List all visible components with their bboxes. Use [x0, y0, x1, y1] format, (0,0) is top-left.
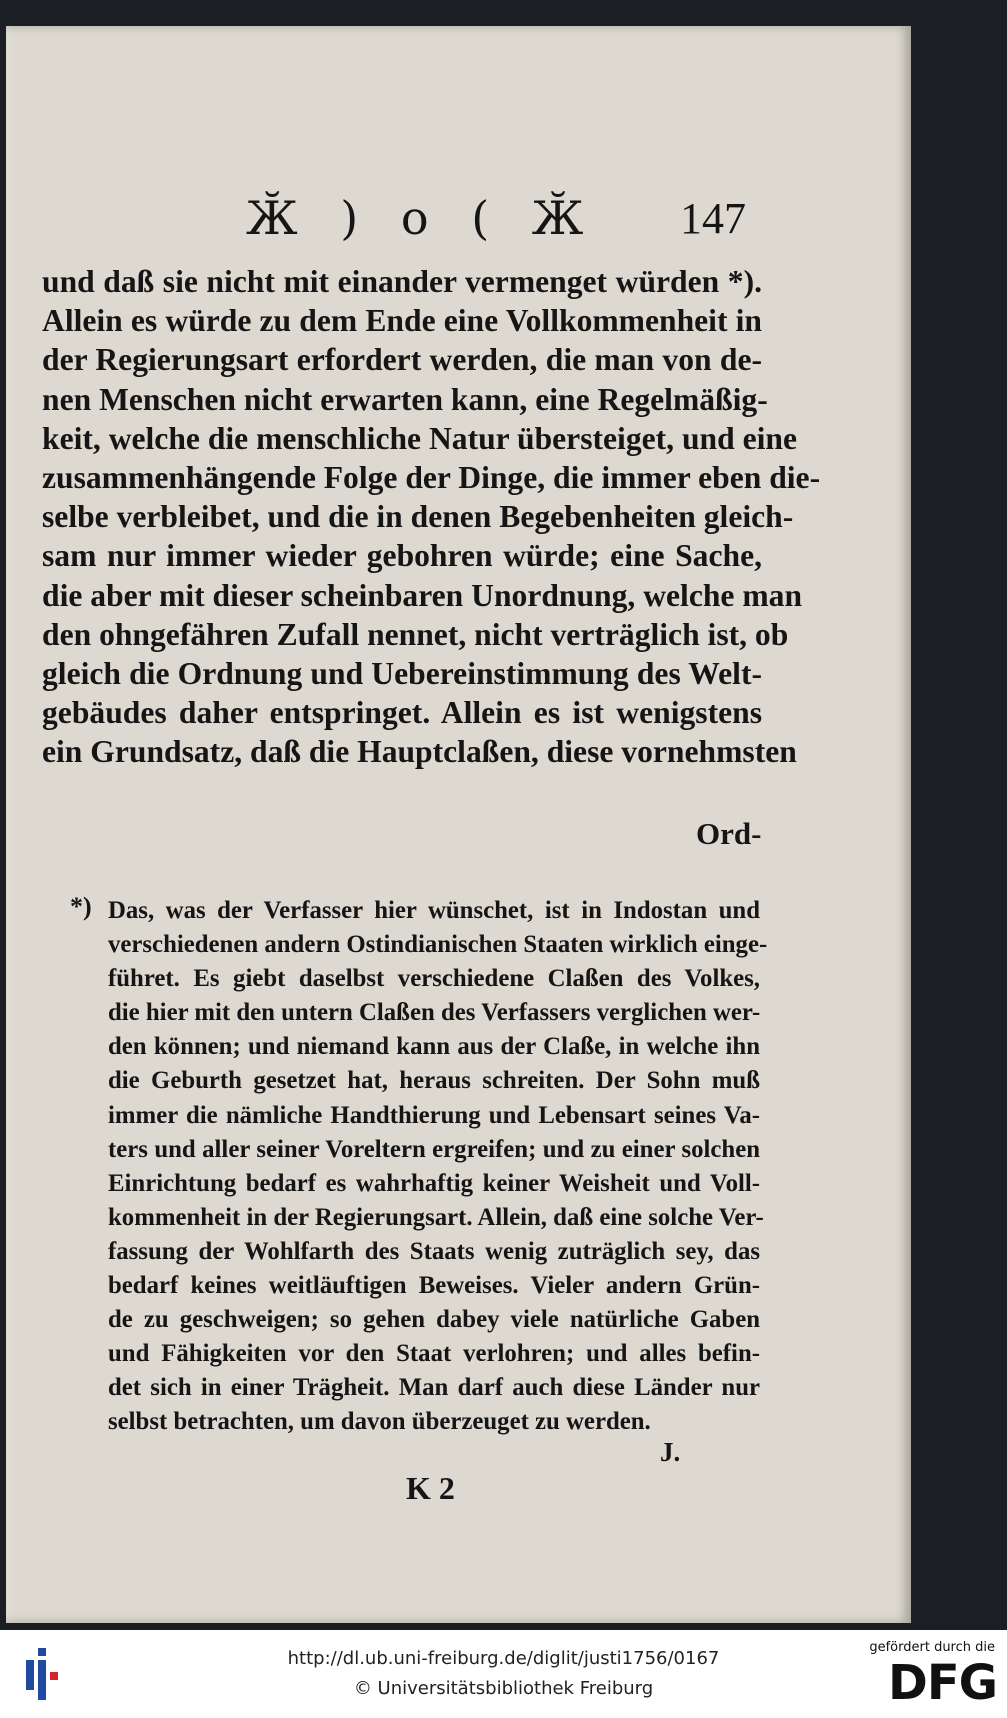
- body-line: sam nur immer wieder gebohren würde; eine Sache,: [42, 538, 762, 574]
- footnote-marker: *): [70, 892, 92, 921]
- footnote-line: die hier mit den untern Claßen des Verfassers verglichen wer-: [108, 999, 761, 1027]
- body-line: die aber mit dieser scheinbaren Unordnung, welche man: [42, 577, 803, 613]
- catchword: Ord-: [696, 816, 762, 851]
- footnote-line: ters und aller seiner Voreltern ergreifen; und zu einer solchen: [108, 1135, 760, 1163]
- footnote-line: de zu geschweigen; so gehen dabey viele natürliche Gaben: [108, 1306, 760, 1334]
- body-line: gebäudes daher entspringet. Allein es ist wenigstens: [42, 695, 762, 731]
- signature-mark: K 2: [406, 1470, 455, 1506]
- body-text: [42, 262, 821, 771]
- footnote-line: den können; und niemand kann aus der Claße, in welche ihn: [108, 1033, 760, 1061]
- footnote-line: Einrichtung bedarf es wahrhaftig keiner Weisheit und Voll-: [108, 1169, 760, 1197]
- footnote-line: selbst betrachten, um davon überzeuget zu werden.: [108, 1408, 651, 1436]
- body-line: und daß sie nicht mit einander vermenget würden *).: [42, 264, 762, 299]
- body-line: den ohngefähren Zufall nennet, nicht verträglich ist, ob: [42, 616, 789, 652]
- footnote-line: bedarf keines weitläuftigen Beweises. Vieler andern Grün-: [108, 1272, 760, 1300]
- body-line: gleich die Ordnung und Uebereinstimmung des Welt-: [42, 655, 762, 691]
- body-line: ein Grundsatz, daß die Hauptclaßen, diese vornehmsten: [42, 734, 797, 770]
- dfg-logo: DFG: [887, 1655, 997, 1711]
- dfg-caption: gefördert durch die: [869, 1640, 995, 1655]
- body-line: nen Menschen nicht erwarten kann, eine Regelmäßig-: [42, 381, 768, 417]
- body-line: Allein es würde zu dem Ende eine Vollkommenheit in: [42, 303, 762, 339]
- footnote-line: det sich in einer Trägheit. Man darf auch diese Länder nur: [108, 1374, 760, 1402]
- footnote-line: und Fähigkeiten vor den Staat verlohren; und alles befin-: [108, 1340, 760, 1368]
- footnote-line: kommenheit in der Regierungsart. Allein, daß eine solche Ver-: [108, 1203, 764, 1231]
- footnote-line: führet. Es giebt daselbst verschiedene Claßen des Volkes,: [108, 965, 760, 993]
- footnote-signature: J.: [660, 1437, 681, 1467]
- footnote-line: Das, was der Verfasser hier wünschet, ist in Indostan und: [108, 897, 760, 924]
- body-line: zusammenhängende Folge der Dinge, die immer eben die-: [42, 459, 821, 495]
- running-head-ornament: Ӂ ) o ( Ӂ: [246, 191, 598, 245]
- document-url-link[interactable]: http://dl.ub.uni-freiburg.de/diglit/justi1756/0167: [287, 1648, 720, 1669]
- body-line: keit, welche die menschliche Natur übersteiget, und eine: [42, 420, 797, 456]
- footnote-line: immer die nämliche Handthierung und Lebensart seines Va-: [108, 1101, 760, 1129]
- page-number: 147: [680, 194, 746, 243]
- copyright-text: © Universitätsbibliothek Freiburg: [353, 1678, 654, 1699]
- book-page: [6, 26, 911, 1623]
- body-line: selbe verbleibet, und die in denen Begebenheiten gleich-: [42, 499, 794, 535]
- running-head: [236, 191, 746, 251]
- footnote-line: fassung der Wohlfarth des Staats wenig zuträglich sey, das: [108, 1237, 760, 1265]
- footnote-line: verschiedenen andern Ostindianischen Staaten wirklich einge-: [108, 931, 768, 959]
- footnote-line: die Geburth gesetzet hat, heraus schreiten. Der Sohn muß: [108, 1067, 760, 1095]
- body-line: der Regierungsart erfordert werden, die man von de-: [42, 342, 762, 378]
- viewer-footer: [0, 1630, 1007, 1718]
- footnote: [108, 894, 768, 1440]
